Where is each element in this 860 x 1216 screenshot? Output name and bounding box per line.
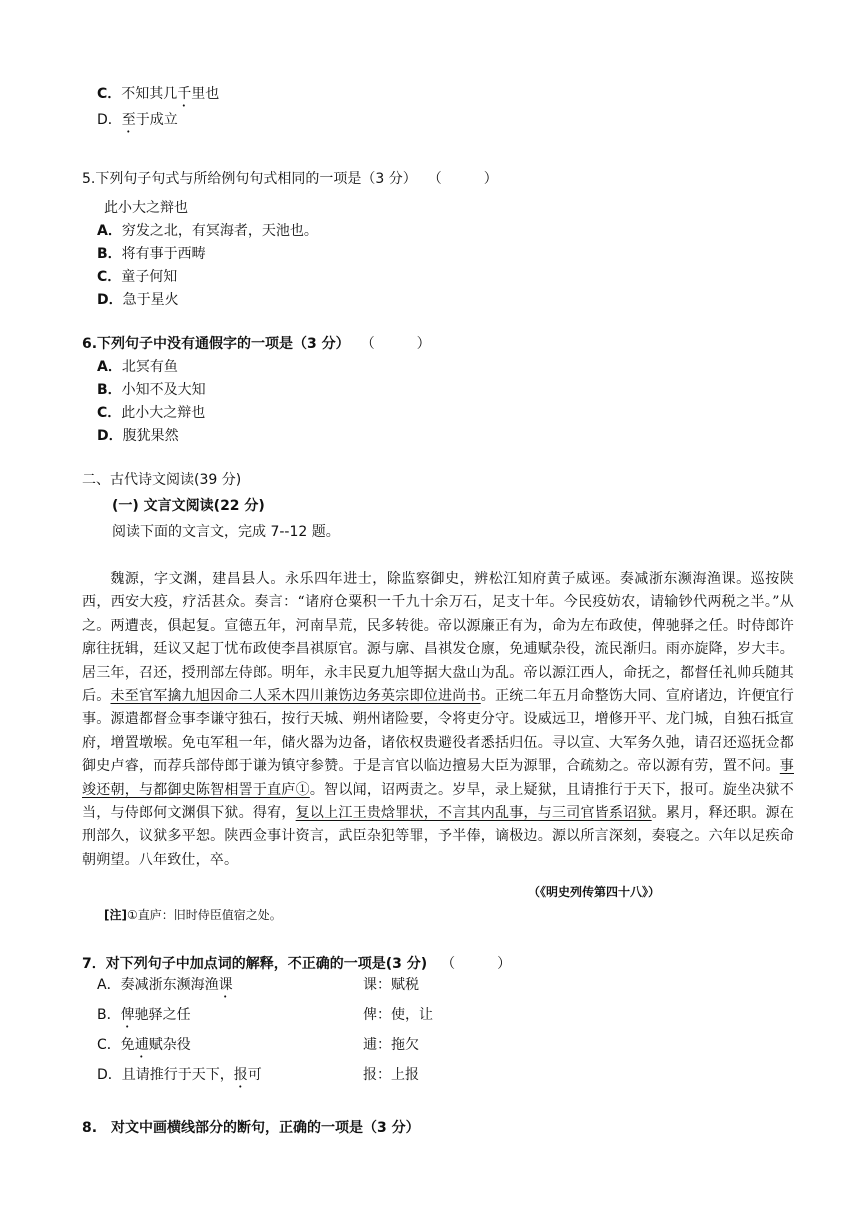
q7-option-b: B．俾驰驿之任 <box>97 1007 191 1023</box>
q7-option-c: C．免逋赋杂役 <box>97 1037 191 1053</box>
underlined-segment: 未至官军擒九旭因命二人采木四川兼饬边务英宗即位进尚书 <box>110 688 481 705</box>
q7-explain-d: 报：上报 <box>363 1067 419 1083</box>
q4-option-d: D．至于成立 <box>97 112 178 128</box>
section-title: 二、古代诗文阅读(39 分) <box>82 472 242 488</box>
q6-option-b: B．小知不及大知 <box>97 382 206 398</box>
q6-option-d: D．腹犹果然 <box>97 428 179 444</box>
dotted-word: 课 <box>218 977 233 993</box>
q5-stem: 5.下列句子句式与所给例句句式相同的一项是（3 分） （ ） <box>82 171 498 187</box>
q7-option-a: A．奏减浙东濒海渔课 <box>97 977 233 993</box>
q7-explain-b: 俾：使，让 <box>363 1007 433 1023</box>
q6-option-a: A．北冥有鱼 <box>97 359 178 375</box>
q6-stem: 6.下列句子中没有通假字的一项是（3 分） （ ） <box>82 336 431 352</box>
q5-option-b: B．将有事于西畴 <box>97 246 206 262</box>
dotted-word: 俾 <box>120 1007 135 1023</box>
q5-option-a: A．穷发之北，有冥海者，天池也。 <box>97 223 318 239</box>
passage-source: （《明史列传第四十八》） <box>528 885 661 899</box>
q7-explain-c: 逋：拖欠 <box>363 1037 419 1053</box>
dotted-word: 至 <box>121 112 136 128</box>
dotted-word: 千 <box>177 86 192 102</box>
dotted-word: 报 <box>233 1067 248 1083</box>
q7-explain-a: 课：赋税 <box>363 977 419 993</box>
section-subtitle: (一) 文言文阅读(22 分) <box>112 498 265 514</box>
q4-option-c: C．不知其几千里也 <box>97 86 220 102</box>
underlined-segment: 复以上江王贵焓罪状，不言其内乱事，与三司官皆系诏狱 <box>295 805 652 822</box>
q7-option-d: D．且请推行于天下，报可 <box>97 1067 262 1083</box>
dotted-word: 逋 <box>134 1037 149 1053</box>
classical-passage: 魏源，字文渊，建昌县人。永乐四年进士，除监察御史，辨松江知府黄子威诬。奏减浙东濒海渔课。巡按陕西，西安大疫，疗活甚众。奏言：“诸府仓粟积一千九十余万石，足支十年。今民疫妨农，请输钞代两税之半。”从之。两遭丧，俱起复。宣德五年，河南旱荒，民多转徙。帝以源廉正有为，命为左布政使，俾驰驿之任。时侍郎许廓往抚辑，廷议又起丁忧布政使李昌祺原官。源与廓、昌祺发仓廪，免逋赋杂役，流民渐归。雨亦旋降，岁大丰。居三年，召还，授刑部左侍郎。明年，永丰民夏九旭等据大盘山为乱。帝以源江西人，命抚之，都督任礼帅兵随其后。未至官军擒九旭因命二人采木四川兼饬边务英宗即位进尚书。正统二年五月命整饬大同、宣府诸边，许便宜行事。源遣都督佥事李谦守独石，按行天城、朔州诸险要，令将吏分守。设威远卫，增修开平、龙门城，自独石抵宣府，增置墩堠。免屯军租一年，储火器为边备，诸依权贵避役者悉括归伍。寻以宣、大军务久弛，请召还巡抚佥都御史卢睿，而荐兵部侍郎于谦为镇守参赞。于是言官以临边擅易大臣为源罪，合疏劾之。帝以源有劳，置不问。事竣还朝，与都御史陈智相詈于直庐①。智以闻，诏两责之。岁旱，录上疑狱，且请推行于天下，报可。旋坐决狱不当，与侍郎何文渊俱下狱。得宥，复以上江王贵焓罪状，不言其内乱事，与三司官皆系诏狱。累月，释还职。源在刑部久，议狱多平恕。陕西佥事计资言，武臣杂犯等罪，予半俸，谪极边。源以所言深刻，奏寝之。六年以足疾命朝朔望。八年致仕，卒。 <box>82 571 795 868</box>
q8-stem: 8. 对文中画横线部分的断句，正确的一项是（3 分） <box>82 1120 420 1136</box>
section-instruction: 阅读下面的文言文，完成 7--12 题。 <box>112 524 340 540</box>
q6-option-c: C．此小大之辩也 <box>97 405 206 421</box>
q5-example: 此小大之辩也 <box>104 200 188 216</box>
underlined-segment: 事竣还朝，与都御史陈智相詈于直庐① <box>82 758 794 798</box>
q5-option-c: C．童子何知 <box>97 269 178 285</box>
q7-stem: 7．对下列句子中加点词的解释，不正确的一项是(3 分) （ ） <box>82 956 512 972</box>
passage-note: [注]①直庐：旧时侍臣值宿之处。 <box>104 908 282 922</box>
q5-option-d: D．急于星火 <box>97 292 179 308</box>
